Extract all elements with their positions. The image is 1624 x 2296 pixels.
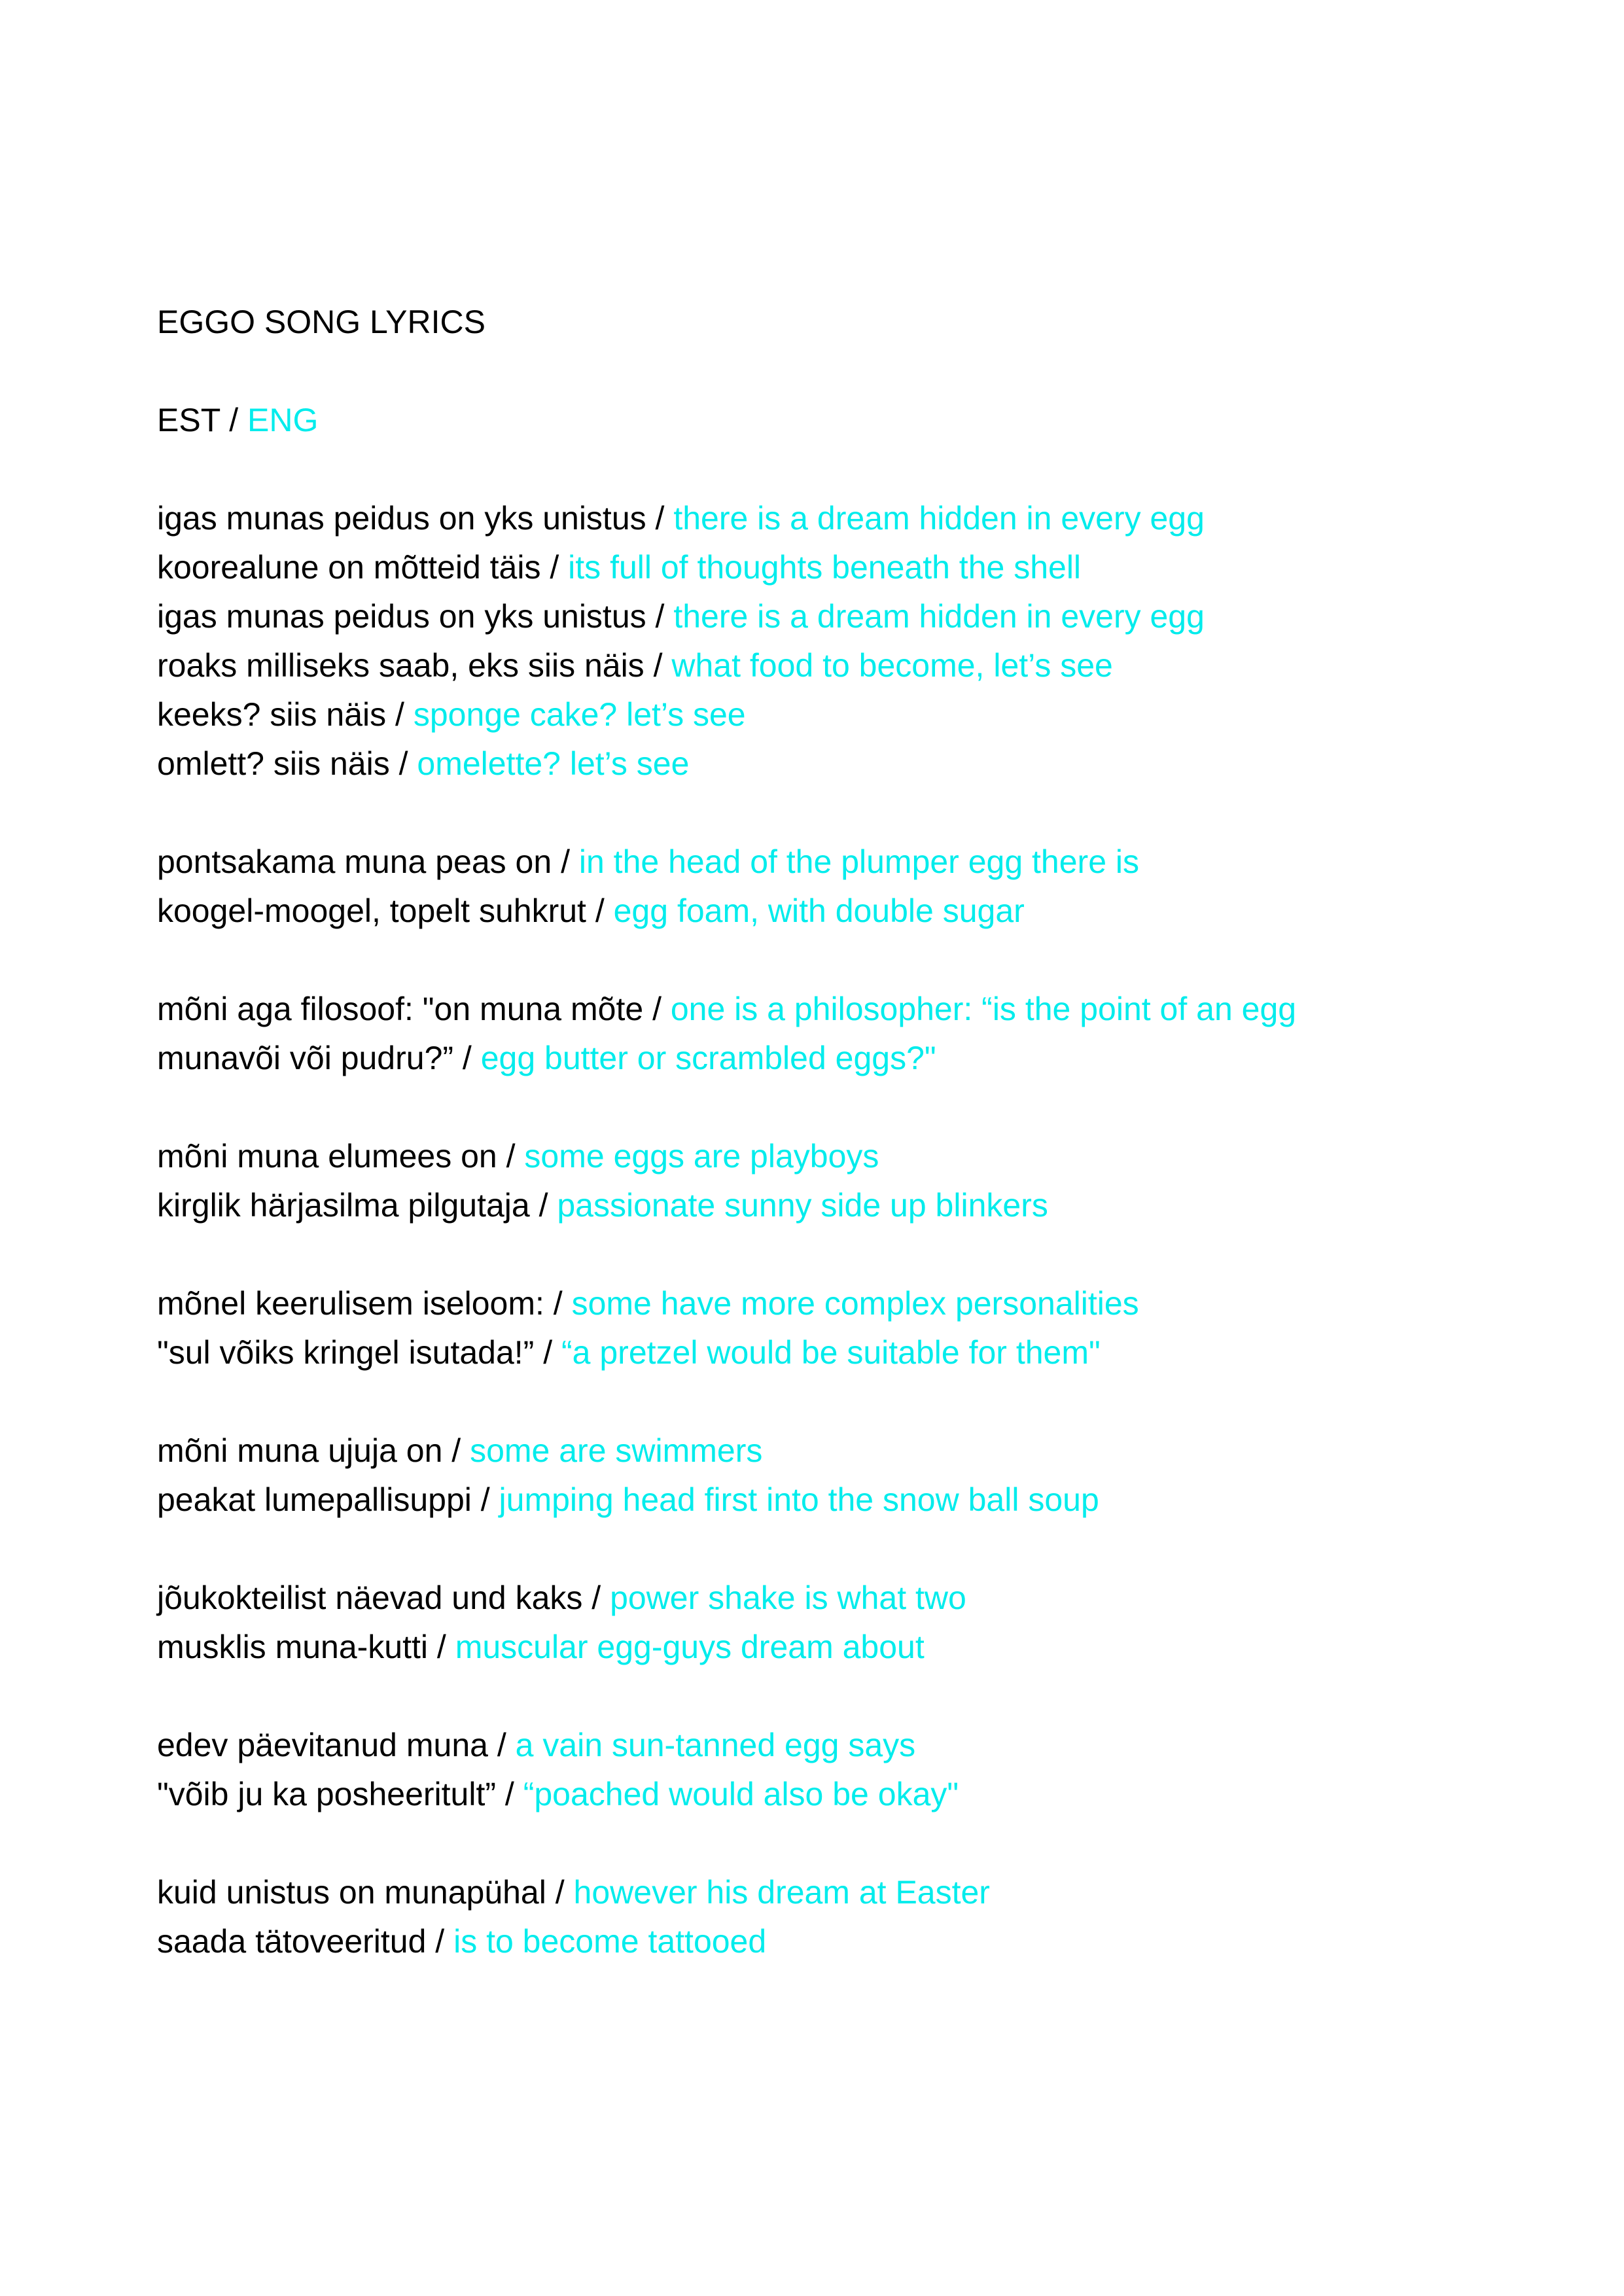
line-separator: /: [544, 1285, 572, 1322]
eng-text: is to become tattooed: [453, 1923, 767, 1960]
lyric-line: [157, 739, 1531, 788]
stanza: [157, 1721, 1531, 1819]
stanza: [157, 1574, 1531, 1672]
stanza-spacer: [157, 1230, 1531, 1279]
est-text: "võib ju ka posheeritult”: [157, 1776, 497, 1812]
lyrics-document: [157, 298, 1531, 1966]
est-text: mõni muna ujuja on: [157, 1432, 443, 1469]
lyric-line: [157, 1917, 1531, 1966]
lyric-line: [157, 1328, 1531, 1377]
line-separator: /: [471, 1481, 499, 1518]
eng-text: what food to become, let’s see: [671, 647, 1113, 684]
eng-text: egg butter or scrambled eggs?": [480, 1040, 936, 1076]
line-separator: /: [529, 1187, 557, 1224]
lyric-line: [157, 690, 1531, 739]
line-separator: /: [646, 598, 674, 635]
est-text: mõnel keerulisem iseloom:: [157, 1285, 544, 1322]
eng-text: muscular egg-guys dream about: [455, 1629, 925, 1665]
est-text: roaks milliseks saab, eks siis näis: [157, 647, 644, 684]
lyric-line: [157, 1181, 1531, 1230]
lyric-line: [157, 1132, 1531, 1181]
est-text: saada tätoveeritud: [157, 1923, 427, 1960]
line-separator: /: [582, 1580, 610, 1616]
stanza: [157, 1426, 1531, 1525]
lyrics-body: [157, 445, 1531, 1966]
lyric-line: [157, 641, 1531, 690]
lyric-line: [157, 592, 1531, 641]
eng-text: “poached would also be okay": [523, 1776, 959, 1812]
eng-text: in the head of the plumper egg there is: [578, 843, 1140, 880]
stanza: [157, 1132, 1531, 1230]
line-separator: /: [644, 647, 672, 684]
eng-text: its full of thoughts beneath the shell: [568, 549, 1082, 586]
est-text: omlett? siis näis: [157, 745, 390, 782]
stanza-spacer: [157, 936, 1531, 985]
line-separator: /: [453, 1040, 481, 1076]
language-legend: [157, 396, 1531, 445]
stanza-spacer: [157, 1819, 1531, 1868]
eng-text: sponge cake? let’s see: [413, 696, 746, 733]
eng-text: some are swimmers: [470, 1432, 763, 1469]
language-eng-label: ENG: [247, 402, 319, 438]
est-text: kuid unistus on munapühal: [157, 1874, 546, 1911]
est-text: edev päevitanud muna: [157, 1727, 488, 1763]
stanza: [157, 1279, 1531, 1377]
eng-text: power shake is what two: [610, 1580, 966, 1616]
line-separator: /: [497, 1138, 525, 1174]
language-est-label: EST: [157, 402, 221, 438]
line-separator: /: [442, 1432, 470, 1469]
stanza: [157, 494, 1531, 788]
est-text: munavõi või pudru?”: [157, 1040, 454, 1076]
eng-text: some eggs are playboys: [524, 1138, 879, 1174]
line-separator: /: [487, 1727, 516, 1763]
lyric-line: [157, 1623, 1531, 1672]
line-separator: /: [552, 843, 579, 880]
stanza: [157, 838, 1531, 936]
est-text: mõni aga filosoof: "on muna mõte: [157, 991, 644, 1027]
est-text: "sul võiks kringel isutada!”: [157, 1334, 535, 1371]
line-separator: /: [643, 991, 671, 1027]
lyric-line: [157, 1426, 1531, 1475]
eng-text: there is a dream hidden in every egg: [673, 598, 1205, 635]
line-separator: /: [546, 1874, 574, 1911]
est-text: keeks? siis näis: [157, 696, 387, 733]
lyric-line: [157, 1475, 1531, 1525]
line-separator: /: [646, 500, 674, 537]
stanza: [157, 985, 1531, 1083]
line-separator: /: [428, 1629, 455, 1665]
eng-text: egg foam, with double sugar: [613, 892, 1025, 929]
eng-text: “a pretzel would be suitable for them": [561, 1334, 1101, 1371]
est-text: igas munas peidus on yks unistus: [157, 598, 646, 635]
eng-text: one is a philosopher: “is the point of an egg: [670, 991, 1297, 1027]
est-text: igas munas peidus on yks unistus: [157, 500, 646, 537]
line-separator: /: [586, 892, 614, 929]
lyric-line: [157, 887, 1531, 936]
est-text: koorealune on mõtteid täis: [157, 549, 541, 586]
stanza-spacer: [157, 1083, 1531, 1132]
stanza-spacer: [157, 1377, 1531, 1426]
line-separator: /: [540, 549, 569, 586]
est-text: jõukokteilist näevad und kaks: [157, 1580, 583, 1616]
est-text: kirglik härjasilma pilgutaja: [157, 1187, 530, 1224]
line-separator: /: [534, 1334, 562, 1371]
eng-text: some have more complex personalities: [571, 1285, 1139, 1322]
lyric-line: [157, 1574, 1531, 1623]
lyric-line: [157, 1770, 1531, 1819]
est-text: koogel-moogel, topelt suhkrut: [157, 892, 586, 929]
lyric-line: [157, 1034, 1531, 1083]
est-text: pontsakama muna peas on: [157, 843, 552, 880]
lyric-line: [157, 838, 1531, 887]
spacer: [157, 347, 1531, 396]
stanza-spacer: [157, 788, 1531, 838]
lyric-line: [157, 1279, 1531, 1328]
lyric-line: [157, 1721, 1531, 1770]
line-separator: /: [389, 745, 417, 782]
eng-text: omelette? let’s see: [417, 745, 690, 782]
lyric-line: [157, 494, 1531, 543]
eng-text: passionate sunny side up blinkers: [557, 1187, 1048, 1224]
line-separator: /: [386, 696, 414, 733]
est-text: musklis muna-kutti: [157, 1629, 428, 1665]
line-separator: /: [426, 1923, 454, 1960]
language-separator: /: [220, 402, 248, 438]
document-title: EGGO SONG LYRICS: [157, 304, 485, 340]
eng-text: there is a dream hidden in every egg: [673, 500, 1205, 537]
est-text: peakat lumepallisuppi: [157, 1481, 472, 1518]
eng-text: jumping head first into the snow ball soup: [499, 1481, 1099, 1518]
lyric-line: [157, 1868, 1531, 1917]
est-text: mõni muna elumees on: [157, 1138, 497, 1174]
stanza: [157, 1868, 1531, 1966]
eng-text: however his dream at Easter: [573, 1874, 990, 1911]
stanza-spacer: [157, 1672, 1531, 1721]
lyric-line: [157, 985, 1531, 1034]
stanza-spacer: [157, 1525, 1531, 1574]
line-separator: /: [496, 1776, 523, 1812]
lyric-line: [157, 543, 1531, 592]
eng-text: a vain sun-tanned egg says: [515, 1727, 916, 1763]
stanza-spacer: [157, 445, 1531, 494]
